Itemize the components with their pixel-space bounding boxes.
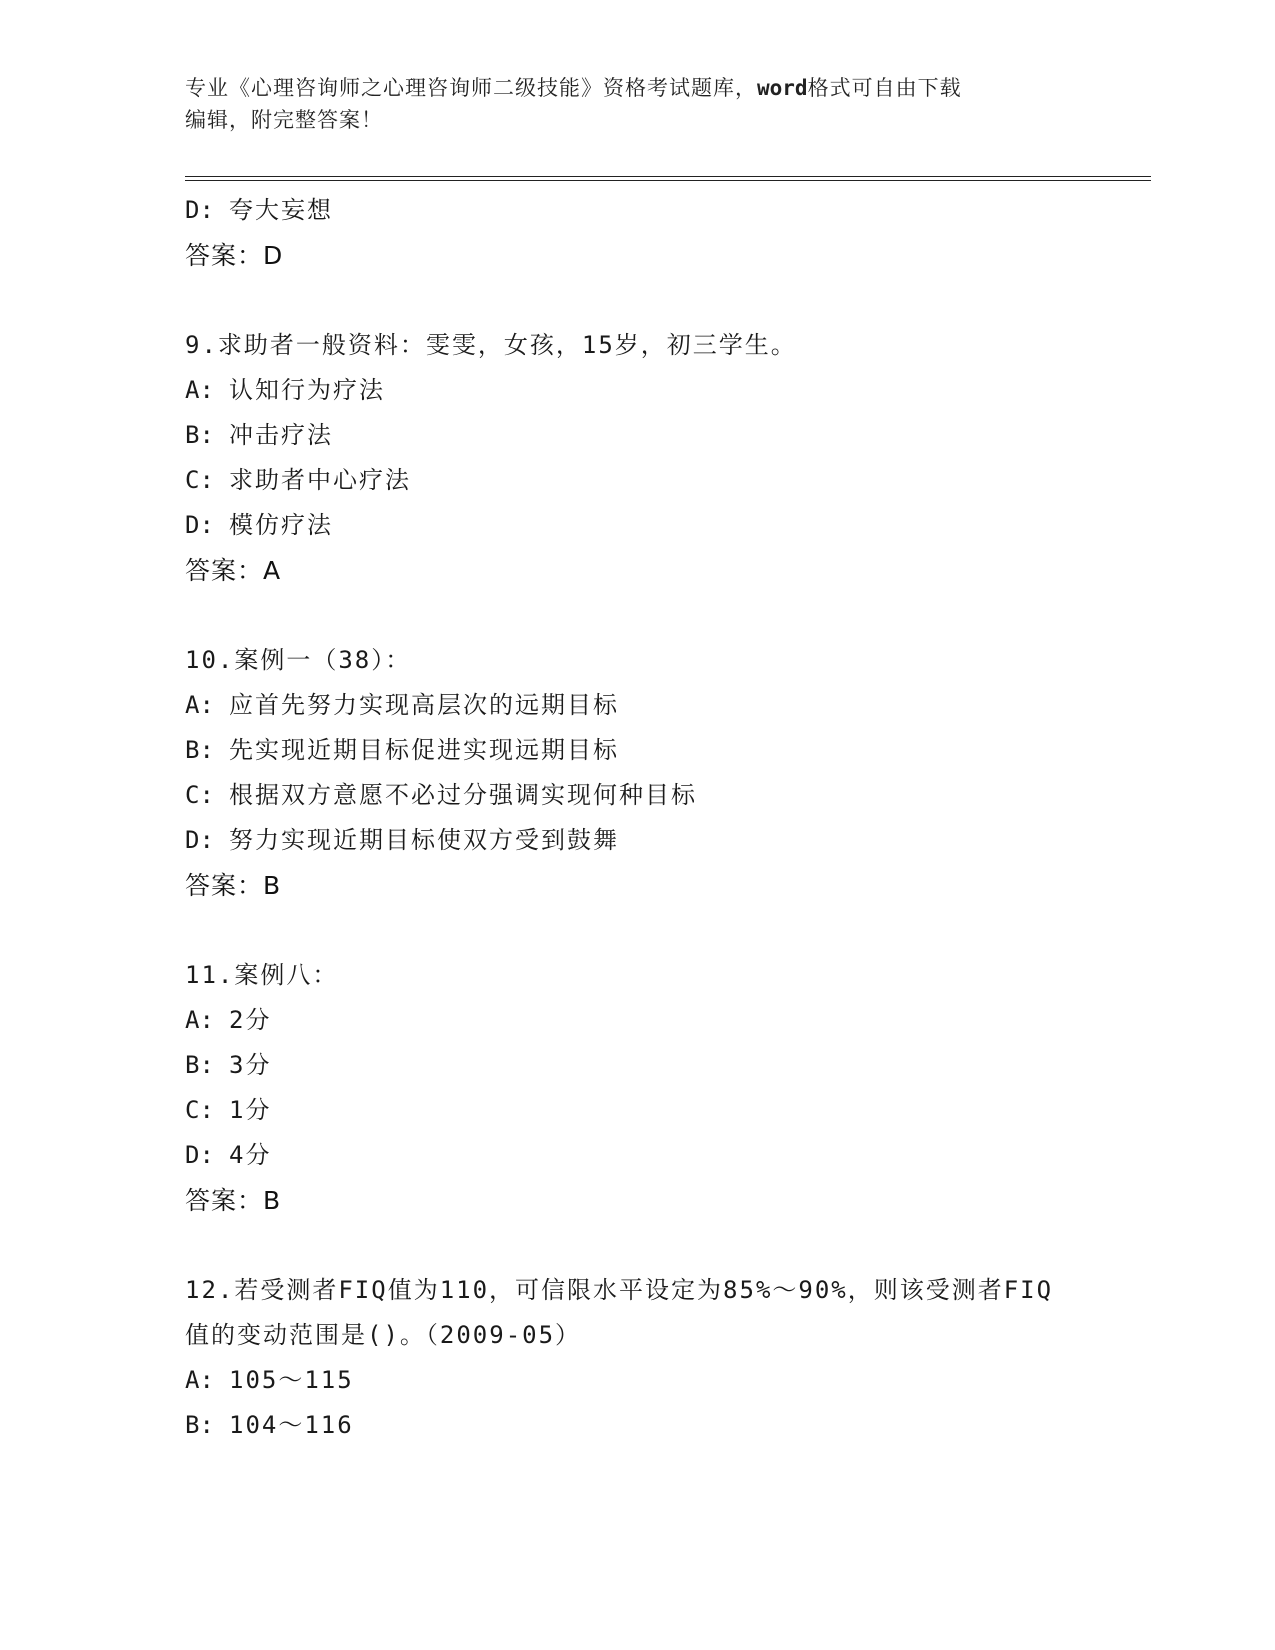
header-line-1: 专业《心理咨询师之心理咨询师二级技能》资格考试题库，word格式可自由下载	[185, 76, 962, 100]
header-line-2: 编辑，附完整答案！	[185, 108, 383, 132]
option-d: D: 4分	[185, 1141, 272, 1169]
option-c: C: 求助者中心疗法	[185, 466, 411, 494]
document-header	[185, 72, 1085, 136]
option-d: D: 夸大妄想	[185, 196, 333, 224]
spacer	[185, 593, 1125, 638]
header-word-text: word	[757, 76, 808, 100]
question-item-8-tail	[185, 188, 1125, 278]
question-text: 11.案例八：	[185, 961, 339, 989]
option-b: B: 3分	[185, 1051, 272, 1079]
question-item-12	[185, 1268, 1125, 1448]
option-c: C: 根据双方意愿不必过分强调实现何种目标	[185, 781, 697, 809]
spacer	[185, 278, 1125, 323]
question-text: 12.若受测者FIQ值为110，可信限水平设定为85%～90%，则该受测者FIQ值的变动范围是()。（2009-05）	[185, 1276, 1054, 1349]
option-a: A: 2分	[185, 1006, 272, 1034]
spacer	[185, 908, 1125, 953]
answer: 答案：D	[185, 241, 284, 270]
question-text: 9.求助者一般资料：雯雯，女孩，15岁，初三学生。	[185, 331, 797, 359]
option-d: D: 模仿疗法	[185, 511, 333, 539]
question-list	[185, 188, 1125, 1448]
spacer	[185, 1223, 1125, 1268]
answer: 答案：B	[185, 1186, 282, 1215]
header-rule-bottom	[185, 180, 1151, 181]
question-item-9	[185, 323, 1125, 593]
question-text: 10.案例一（38）：	[185, 646, 412, 674]
option-b: B: 先实现近期目标促进实现远期目标	[185, 736, 619, 764]
option-d: D: 努力实现近期目标使双方受到鼓舞	[185, 826, 619, 854]
option-a: A: 应首先努力实现高层次的远期目标	[185, 691, 619, 719]
option-b: B: 冲击疗法	[185, 421, 333, 449]
header-rule-top	[185, 176, 1151, 177]
answer: 答案：B	[185, 871, 282, 900]
answer: 答案：A	[185, 556, 282, 585]
question-item-11	[185, 953, 1125, 1223]
option-a: A: 105～115	[185, 1366, 354, 1394]
option-a: A: 认知行为疗法	[185, 376, 385, 404]
option-b: B: 104～116	[185, 1411, 354, 1439]
question-item-10	[185, 638, 1125, 908]
option-c: C: 1分	[185, 1096, 272, 1124]
